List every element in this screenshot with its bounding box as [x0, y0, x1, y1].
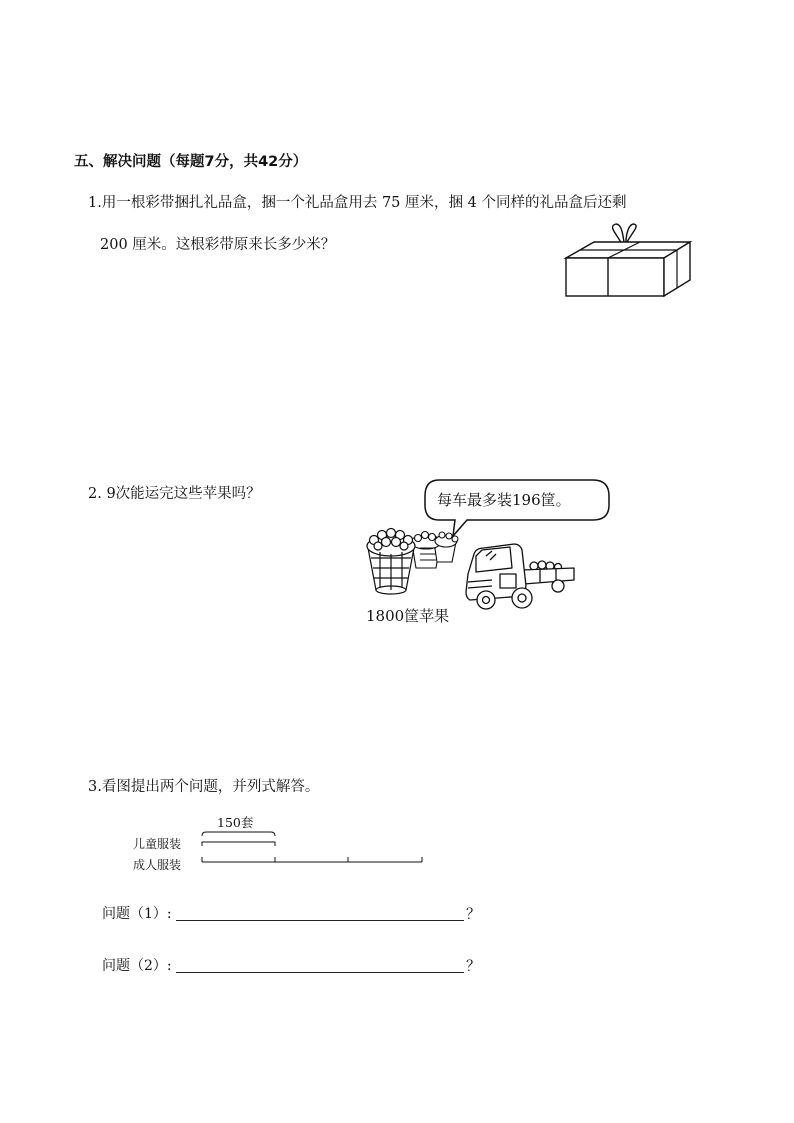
apple-baskets-illustration [360, 522, 465, 602]
apples-quantity-label: 1800筐苹果 [366, 607, 450, 625]
question-2-text: 2. 9次能运完这些苹果吗？ [88, 486, 261, 502]
question-1-text-line-1: 1.用一根彩带捆扎礼品盒，捆一个礼品盒用去 75 厘米，捆 4 个同样的礼品盒后还剩 [88, 195, 627, 211]
adult-clothing-label: 成人服装 [133, 858, 182, 872]
question-1-answer-blank[interactable] [176, 920, 464, 921]
speech-bubble-text: 每车最多装196筐。 [437, 491, 571, 509]
question-2-label: 问题（2）: [102, 958, 172, 974]
children-segment [202, 842, 275, 846]
gift-box-illustration [560, 222, 695, 300]
truck-illustration [462, 538, 580, 614]
brace-mark [202, 832, 275, 836]
question-2-answer-blank[interactable] [176, 972, 464, 973]
question-2-question-mark: ？ [466, 959, 481, 975]
question-3-text: 3.看图提出两个问题，并列式解答。 [88, 779, 320, 795]
question-1-text-line-2: 200 厘米。这根彩带原来长多少米？ [100, 237, 336, 253]
brace-label: 150套 [217, 815, 254, 830]
question-1-question-mark: ？ [466, 907, 481, 923]
children-clothing-label: 儿童服装 [133, 837, 182, 851]
line-segment-diagram [200, 828, 430, 868]
section-title: 五、解决问题（每题7分，共42分） [74, 154, 308, 170]
question-1-label: 问题（1）: [102, 906, 172, 922]
